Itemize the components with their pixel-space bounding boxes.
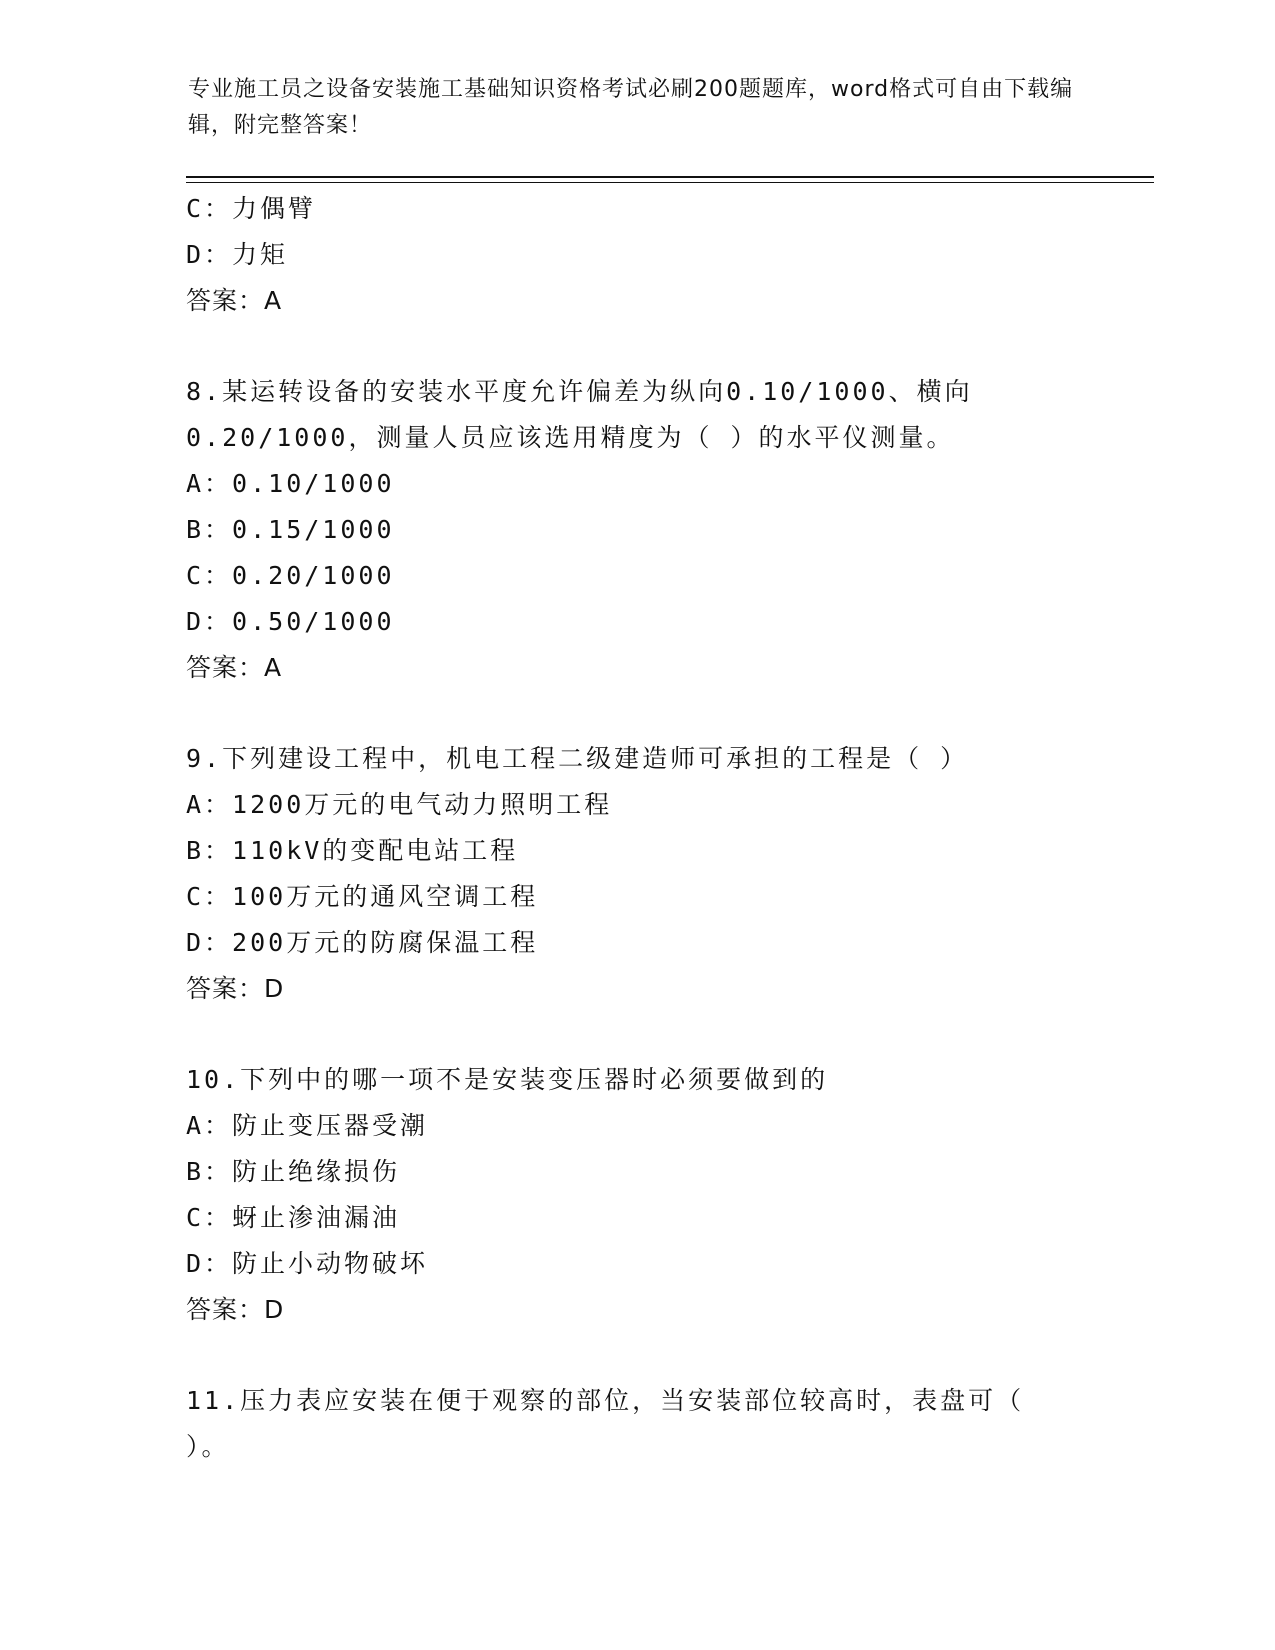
option-b: B：防止绝缘损伤 [186,1157,401,1186]
answer-line: 答案：A [186,286,283,315]
question-9 [186,736,1146,1012]
question-7-continued [186,186,1146,324]
question-10 [186,1057,1146,1333]
option-a: A：防止变压器受潮 [186,1111,429,1140]
header-divider-thick [186,176,1154,178]
option-c: C：0.20/1000 [186,561,395,590]
answer-line: 答案：A [186,653,283,682]
header-divider-thin [186,182,1154,183]
question-stem-line: 0.20/1000，测量人员应该选用精度为（ ）的水平仪测量。 [186,423,955,452]
option-d: D：0.50/1000 [186,607,395,636]
question-stem-line: 8.某运转设备的安装水平度允许偏差为纵向0.10/1000、横向 [186,377,973,406]
spacer [186,324,1146,369]
spacer [186,1012,1146,1057]
option-b: B：110kV的变配电站工程 [186,836,519,865]
question-stem-line: ）。 [186,1432,230,1461]
question-stem-line: 11.压力表应安装在便于观察的部位，当安装部位较高时，表盘可（ [186,1386,1025,1415]
answer-line: 答案：D [186,1295,285,1324]
option-c: C：力偶臂 [186,194,317,223]
option-a: A：1200万元的电气动力照明工程 [186,790,613,819]
question-8 [186,369,1146,691]
question-stem-line: 10.下列中的哪一项不是安装变压器时必须要做到的 [186,1065,829,1094]
option-d: D：防止小动物破坏 [186,1249,429,1278]
answer-line: 答案：D [186,974,285,1003]
question-content [186,186,1146,1470]
option-d: D：200万元的防腐保温工程 [186,928,539,957]
option-c: C：100万元的通风空调工程 [186,882,539,911]
option-a: A：0.10/1000 [186,469,395,498]
option-c: C：蚜止渗油漏油 [186,1203,401,1232]
question-stem-line: 9.下列建设工程中，机电工程二级建造师可承担的工程是（ ） [186,744,969,773]
option-d: D：力矩 [186,240,289,269]
question-11 [186,1378,1146,1470]
spacer [186,691,1146,736]
option-b: B：0.15/1000 [186,515,395,544]
document-header-title: 专业施工员之设备安装施工基础知识资格考试必刷200题题库，word格式可自由下载编辑，附完整答案！ [188,77,1074,138]
spacer [186,1333,1146,1378]
